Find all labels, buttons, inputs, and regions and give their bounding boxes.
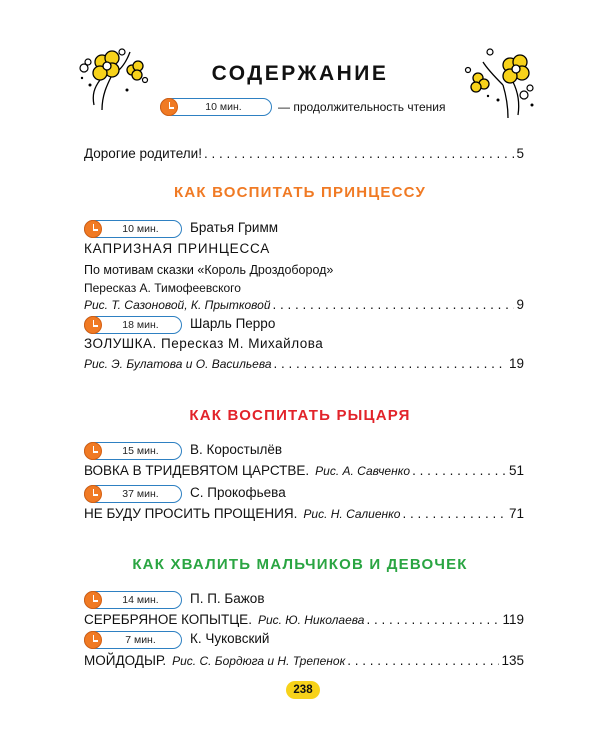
page-ref: 135 xyxy=(501,653,524,668)
reading-time-label: 10 мин. xyxy=(205,101,242,113)
reading-time-label: 18 мин. xyxy=(122,319,159,331)
toc-entry[interactable] xyxy=(84,463,524,479)
toc-entry-intro[interactable] xyxy=(84,146,524,162)
story-title: ЗОЛУШКА. Пересказ М. Михайлова xyxy=(84,336,324,351)
author: К. Чуковский xyxy=(190,631,270,646)
clock-icon xyxy=(160,98,178,116)
illustrators: Рис. Т. Сазоновой, К. Прытковой xyxy=(84,298,271,312)
leader-dots xyxy=(412,463,507,479)
page-title: СОДЕРЖАНИЕ xyxy=(211,62,389,85)
reading-time-label: 10 мин. xyxy=(122,223,159,235)
intro-title: Дорогие родители! xyxy=(84,146,202,161)
illustrators: Рис. С. Бордюга и Н. Трепенок xyxy=(172,654,346,668)
clock-icon xyxy=(84,316,102,334)
legend-text: — продолжительность чтения xyxy=(278,100,446,114)
leader-dots xyxy=(273,297,515,313)
author: Шарль Перро xyxy=(190,316,276,331)
story-title: МОЙДОДЫР. xyxy=(84,653,167,668)
illustrators: Рис. Ю. Николаева xyxy=(257,613,365,627)
illustrators: Рис. А. Савченко xyxy=(315,464,411,478)
leader-dots xyxy=(274,356,507,372)
reading-time-badge xyxy=(84,442,182,460)
page-ref: 9 xyxy=(516,297,524,312)
toc-entry[interactable] xyxy=(84,297,524,313)
reading-time-badge xyxy=(84,485,182,503)
leader-dots xyxy=(366,612,500,628)
clock-icon xyxy=(84,485,102,503)
toc-entry[interactable] xyxy=(84,356,524,372)
toc-entry[interactable] xyxy=(84,612,524,628)
illustrators: Рис. Н. Салиенко xyxy=(303,507,401,521)
author: П. П. Бажов xyxy=(190,591,265,606)
story-note: По мотивам сказки «Король Дроздобород» xyxy=(84,263,334,277)
reading-time-badge xyxy=(84,316,182,334)
author: В. Коростылёв xyxy=(190,442,283,457)
reading-time-badge xyxy=(84,631,182,649)
leader-dots xyxy=(204,146,515,162)
story-title: НЕ БУДУ ПРОСИТЬ ПРОЩЕНИЯ. xyxy=(84,506,298,521)
reading-time-badge xyxy=(84,220,182,238)
page-ref: 119 xyxy=(502,612,524,627)
page-ref: 71 xyxy=(508,506,524,521)
clock-icon xyxy=(84,442,102,460)
page-ref: 51 xyxy=(508,463,524,478)
intro-page: 5 xyxy=(516,146,524,161)
reading-time-label: 7 мин. xyxy=(125,634,156,646)
reading-time-badge xyxy=(84,591,182,609)
page-number-badge: 238 xyxy=(286,681,320,699)
clock-icon xyxy=(84,220,102,238)
leader-dots xyxy=(402,506,507,522)
story-title: СЕРЕБРЯНОЕ КОПЫТЦЕ. xyxy=(84,612,252,627)
clock-icon xyxy=(84,631,102,649)
author: С. Прокофьева xyxy=(190,485,286,500)
illustrators: Рис. Э. Булатова и О. Васильева xyxy=(84,357,272,371)
section-heading-praise: КАК ХВАЛИТЬ МАЛЬЧИКОВ И ДЕВОЧЕК xyxy=(132,556,468,573)
section-heading-princess: КАК ВОСПИТАТЬ ПРИНЦЕССУ xyxy=(173,184,426,201)
clock-icon xyxy=(84,591,102,609)
toc-entry[interactable] xyxy=(84,506,524,522)
leader-dots xyxy=(347,653,499,669)
toc-entry[interactable] xyxy=(84,653,524,669)
section-heading-knight: КАК ВОСПИТАТЬ РЫЦАРЯ xyxy=(189,407,411,424)
author: Братья Гримм xyxy=(190,220,279,235)
reading-time-badge xyxy=(160,98,272,116)
page-ref: 19 xyxy=(508,356,524,371)
reading-time-label: 14 мин. xyxy=(122,594,159,606)
story-note: Пересказ А. Тимофеевского xyxy=(84,281,241,295)
reading-time-label: 15 мин. xyxy=(122,445,159,457)
story-title: ВОВКА В ТРИДЕВЯТОМ ЦАРСТВЕ. xyxy=(84,463,310,478)
reading-time-label: 37 мин. xyxy=(122,488,159,500)
story-title: КАПРИЗНАЯ ПРИНЦЕССА xyxy=(84,241,271,256)
